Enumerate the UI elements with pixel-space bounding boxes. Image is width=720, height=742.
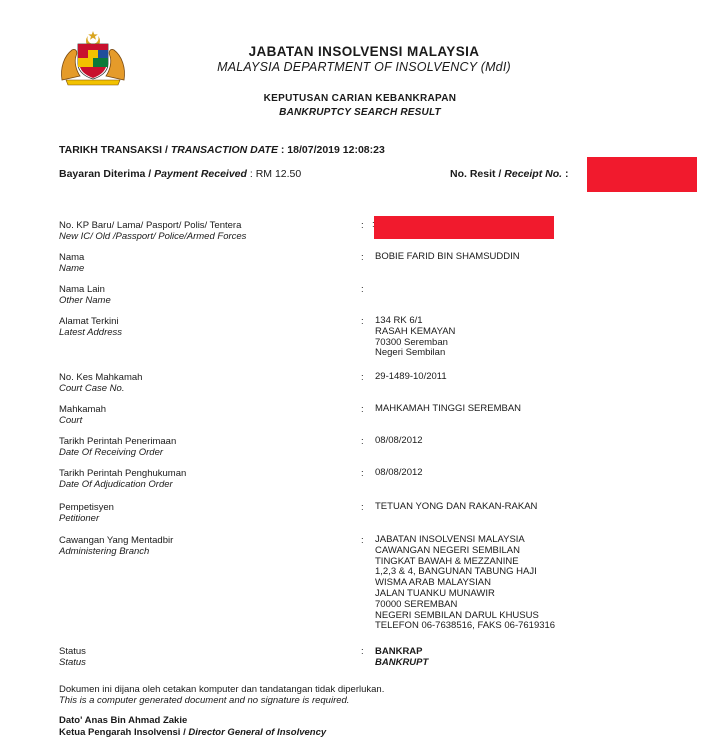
receipt-label-english: Receipt No. (504, 168, 563, 180)
field-ic-label (59, 220, 246, 242)
status-value-english: BANKRUPT (375, 657, 429, 668)
field-label-english: Date Of Receiving Order (59, 447, 164, 458)
field-label: Pempetisyen (59, 502, 114, 513)
address-line: RASAH KEMAYAN (375, 325, 456, 337)
field-receiving-order-value: 08/08/2012 (375, 435, 423, 446)
status-value: BANKRAP (375, 646, 423, 657)
field-label-english: Administering Branch (59, 546, 150, 557)
field-status-label (59, 646, 86, 668)
field-other-name-label (59, 284, 111, 306)
position-malay: Ketua Pengarah Insolvensi / (59, 726, 189, 738)
field-branch-label (59, 535, 173, 557)
field-branch-value (375, 535, 555, 632)
field-label-english: Petitioner (59, 513, 100, 524)
field-colon: : (361, 535, 364, 546)
transaction-label-english: TRANSACTION DATE (170, 144, 278, 156)
organization-name-english: MALAYSIA DEPARTMENT OF INSOLVENCY (MdI) (217, 60, 511, 74)
field-label-english: Other Name (59, 295, 111, 306)
signatory-position (59, 727, 326, 739)
address-line: 134 RK 6/1 (375, 315, 423, 326)
field-colon: : (361, 316, 364, 327)
separator: : (246, 168, 256, 180)
receipt-redaction (587, 157, 697, 192)
address-line: 70300 Seremban (375, 336, 448, 348)
field-adjudication-order-label (59, 468, 186, 490)
payment-label-english: Payment Received (154, 168, 247, 180)
field-colon: : (361, 284, 364, 295)
branch-line: JALAN TUANKU MUNAWIR (375, 587, 495, 599)
field-colon: : (361, 404, 364, 415)
receipt-label: No. Resit / (450, 168, 505, 180)
field-label: Mahkamah (59, 404, 106, 415)
field-address-label (59, 316, 122, 338)
position-english: Director General of Insolvency (188, 726, 327, 738)
branch-line: TELEFON 06-7638516, FAKS 06-7619316 (375, 620, 556, 632)
field-colon: : (361, 252, 364, 263)
branch-line: NEGERI SEMBILAN DARUL KHUSUS (375, 609, 539, 621)
field-colon: : (361, 646, 364, 657)
field-ic-value: : (372, 219, 375, 230)
field-name-value: BOBIE FARID BIN SHAMSUDDIN (375, 251, 520, 262)
field-address-value (375, 316, 455, 359)
field-label: Status (59, 646, 86, 657)
separator: : (562, 168, 569, 180)
field-label-english: Status (59, 657, 86, 668)
transaction-date-value: 18/07/2019 12:08:23 (287, 144, 385, 156)
field-receiving-order-label (59, 436, 176, 458)
field-label: Cawangan Yang Mentadbir (59, 535, 174, 546)
field-colon: : (361, 372, 364, 383)
payment-received (59, 168, 301, 180)
document-title: KEPUTUSAN CARIAN KEBANKRAPAN (263, 93, 457, 104)
computer-generated-note (59, 684, 384, 706)
ic-number-redaction (374, 216, 554, 239)
field-adjudication-order-value: 08/08/2012 (375, 467, 423, 478)
address-line: Negeri Sembilan (375, 347, 446, 359)
branch-line: TINGKAT BAWAH & MEZZANINE (375, 555, 519, 567)
field-label-english: New IC/ Old /Passport/ Police/Armed Forces (59, 231, 247, 242)
field-status-value (375, 646, 428, 668)
field-court-label (59, 404, 106, 426)
field-petitioner-label (59, 502, 114, 524)
payment-value: RM 12.50 (255, 168, 302, 180)
field-label: No. KP Baru/ Lama/ Pasport/ Polis/ Tentera (59, 220, 242, 231)
field-label: Nama (59, 252, 85, 263)
note-malay: Dokumen ini dijana oleh cetakan komputer dan tandatangan tidak diperlukan. (59, 684, 385, 695)
separator: : (277, 144, 288, 156)
branch-line: 1,2,3 & 4, BANGUNAN TABUNG HAJI (375, 566, 537, 578)
field-label: Tarikh Perintah Penerimaan (59, 436, 177, 447)
organization-name: JABATAN INSOLVENSI MALAYSIA (248, 44, 480, 59)
note-english: This is a computer generated document and no signature is required. (59, 695, 350, 706)
document-title-english: BANKRUPTCY SEARCH RESULT (279, 107, 441, 118)
field-label: Nama Lain (59, 284, 105, 295)
payment-label: Bayaran Diterima / (59, 168, 155, 180)
field-colon: : (361, 220, 364, 231)
field-name-label (59, 252, 84, 274)
field-court-case-value: 29-1489-10/2011 (375, 371, 447, 382)
field-label-english: Court (59, 415, 83, 426)
field-label-english: Latest Address (59, 327, 123, 338)
signatory-name: Dato' Anas Bin Ahmad Zakie (59, 715, 188, 726)
field-petitioner-value: TETUAN YONG DAN RAKAN-RAKAN (375, 501, 538, 512)
receipt-number (450, 168, 568, 180)
field-colon: : (361, 502, 364, 513)
field-colon: : (361, 468, 364, 479)
field-label-english: Court Case No. (59, 383, 125, 394)
field-label: Tarikh Perintah Penghukuman (59, 468, 187, 479)
field-court-case-label (59, 372, 142, 394)
field-court-value: MAHKAMAH TINGGI SEREMBAN (375, 403, 522, 414)
signatory-block (59, 715, 326, 738)
field-colon: : (361, 436, 364, 447)
field-label: No. Kes Mahkamah (59, 372, 143, 383)
field-label-english: Date Of Adjudication Order (59, 479, 173, 490)
field-label-english: Name (59, 263, 85, 274)
branch-line: 70000 SEREMBAN (375, 598, 458, 610)
transaction-label: TARIKH TRANSAKSI / (59, 144, 171, 156)
branch-line: WISMA ARAB MALAYSIAN (375, 577, 491, 589)
field-label: Alamat Terkini (59, 316, 119, 327)
branch-line: CAWANGAN NEGERI SEMBILAN (375, 544, 520, 556)
transaction-date (59, 144, 385, 156)
branch-line: JABATAN INSOLVENSI MALAYSIA (375, 534, 525, 545)
